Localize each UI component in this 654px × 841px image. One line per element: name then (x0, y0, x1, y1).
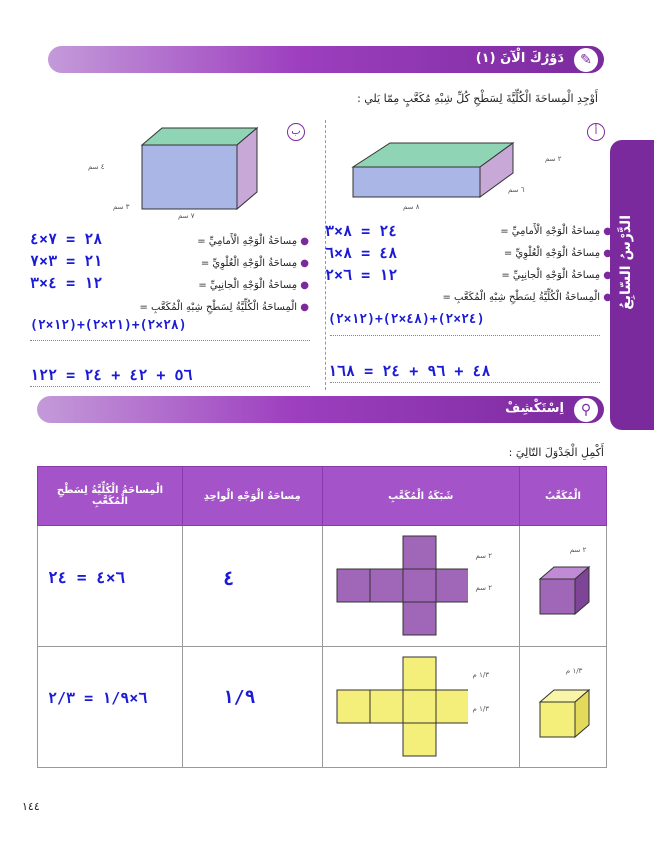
dotted-line (30, 386, 310, 387)
dotted-line (330, 335, 600, 336)
header-total-area: الْمِساحَةُ الْكُلِّيَّةُ لِسَطْحِ الْمُكَعَّبِ (38, 467, 183, 526)
b-answer-total: ٥٦ + ٤٢ + ٢٤ = ١٢٢ (30, 366, 193, 384)
binoculars-icon: ⚲ (574, 398, 598, 422)
page-number: ١٤٤ (22, 800, 40, 813)
cube-table (37, 466, 607, 768)
dim-b-length: ٧ سم (178, 212, 195, 220)
purple-cube (537, 564, 592, 619)
b-answer-side: ١٢ = ٤×٣ (30, 274, 103, 292)
a-answer-side: ١٢ = ٦×٢ (325, 266, 398, 284)
b-answer-front: ٢٨ = ٧×٤ (30, 230, 103, 248)
total-area-cell (38, 526, 183, 647)
net-cell (322, 526, 519, 647)
row2-face-area: ١/٩ (222, 687, 256, 708)
header-cube: الْمُكَعَّبُ (519, 467, 606, 526)
a-line-top: ● مِساحَةُ الْوَجْهِ الْعُلْوِيِّ = (503, 248, 612, 259)
yellow-net (328, 655, 468, 760)
face-area-cell (182, 526, 322, 647)
part-a-label: أ (587, 123, 605, 141)
prism-a (345, 135, 545, 205)
prism-b (120, 125, 260, 215)
dotted-line (30, 340, 310, 341)
dim-a-length: ٨ سم (403, 203, 420, 211)
face-area-cell (182, 647, 322, 768)
total-area-cell (38, 647, 183, 768)
dim-b-depth: ٣ سم (113, 203, 130, 211)
a-line-front: ● مِساحَةُ الْوَجْهِ الْأَمامِيِّ = (500, 226, 612, 237)
question-text: أَوْجِدِ الْمِساحَةَ الْكُلِّيَّةَ لِسَطْحِ كُلِّ شِبْهِ مُكَعَّبٍ مِمّا يَلي : (357, 92, 598, 105)
lesson-side-tab: الدَّرْسُ السّابِعُ (610, 140, 654, 430)
b-line-front: ● مِساحَةُ الْوَجْهِ الْأَمامِيِّ = (197, 236, 309, 247)
explore-banner (37, 396, 604, 423)
table-row (38, 526, 607, 647)
explore-title: اِسْتَكْشِفْ (505, 401, 564, 416)
dotted-line (330, 382, 600, 383)
a-answer-total: ٤٨ + ٩٦ + ٢٤ = ١٦٨ (328, 362, 491, 380)
a-answer-front: ٢٤ = ٨×٣ (325, 222, 398, 240)
b-answer-top: ٢١ = ٣×٧ (30, 252, 103, 270)
dim-a-height: ٢ سم (545, 155, 562, 163)
a-answer-expr: (١٢×٢)+(٤٨×٢)+(٢٤×٢) (328, 312, 485, 327)
pen-icon: ✎ (574, 48, 598, 72)
your-turn-title: دَوْرُكَ الْآنَ (١) (475, 51, 564, 66)
part-b-label: ب (287, 123, 305, 141)
dim-a-depth: ٦ سم (508, 186, 525, 194)
b-answer-expr: (١٢×٢)+(٢١×٢)+(٢٨×٢) (30, 318, 187, 333)
header-face-area: مِساحَةُ الْوَجْهِ الْواحِدِ (182, 467, 322, 526)
b-line-top: ● مِساحَةُ الْوَجْهِ الْعُلْوِيِّ = (200, 258, 309, 269)
a-line-side: ● مِساحَةُ الْوَجْهِ الْجانِبِيِّ = (501, 270, 612, 281)
cube-cell (519, 647, 606, 768)
row1-total-area: ٦×٤ = ٢٤ (48, 568, 126, 587)
header-net: شَبَكَةُ الْمُكَعَّبِ (322, 467, 519, 526)
net2-dim-top: ١/٣ م (472, 671, 489, 679)
cube1-dim: ٢ سم (569, 546, 587, 554)
net1-dim-top: ٢ سم (475, 552, 493, 560)
dim-b-height: ٤ سم (88, 163, 105, 171)
row1-face-area: ٤ (222, 566, 235, 590)
b-line-side: ● مِساحَةُ الْوَجْهِ الْجانِبِيِّ = (198, 280, 309, 291)
b-line-total: ● الْمِساحَةُ الْكُلِّيَّةُ لِسَطْحِ شِبْهِ الْمُكَعَّبِ = (139, 302, 309, 313)
a-line-total: ● الْمِساحَةُ الْكُلِّيَّةُ لِسَطْحِ شِبْهِ الْمُكَعَّبِ = (442, 292, 612, 303)
row2-total-area: ٦×١/٩ = ٢/٣ (48, 689, 148, 707)
net-cell (322, 647, 519, 768)
purple-net (328, 534, 468, 639)
cube2-dim: ١/٣ م (565, 667, 583, 675)
table-instruction: أَكْمِلِ الْجَدْوَلَ التّالِيَ : (508, 446, 604, 459)
net2-dim-side: ١/٣ م (472, 705, 489, 713)
cube-cell (519, 526, 606, 647)
yellow-cube (537, 687, 592, 742)
table-row (38, 647, 607, 768)
a-answer-top: ٤٨ = ٨×٦ (325, 244, 398, 262)
your-turn-banner (48, 46, 604, 73)
net1-dim-side: ٢ سم (475, 584, 493, 592)
